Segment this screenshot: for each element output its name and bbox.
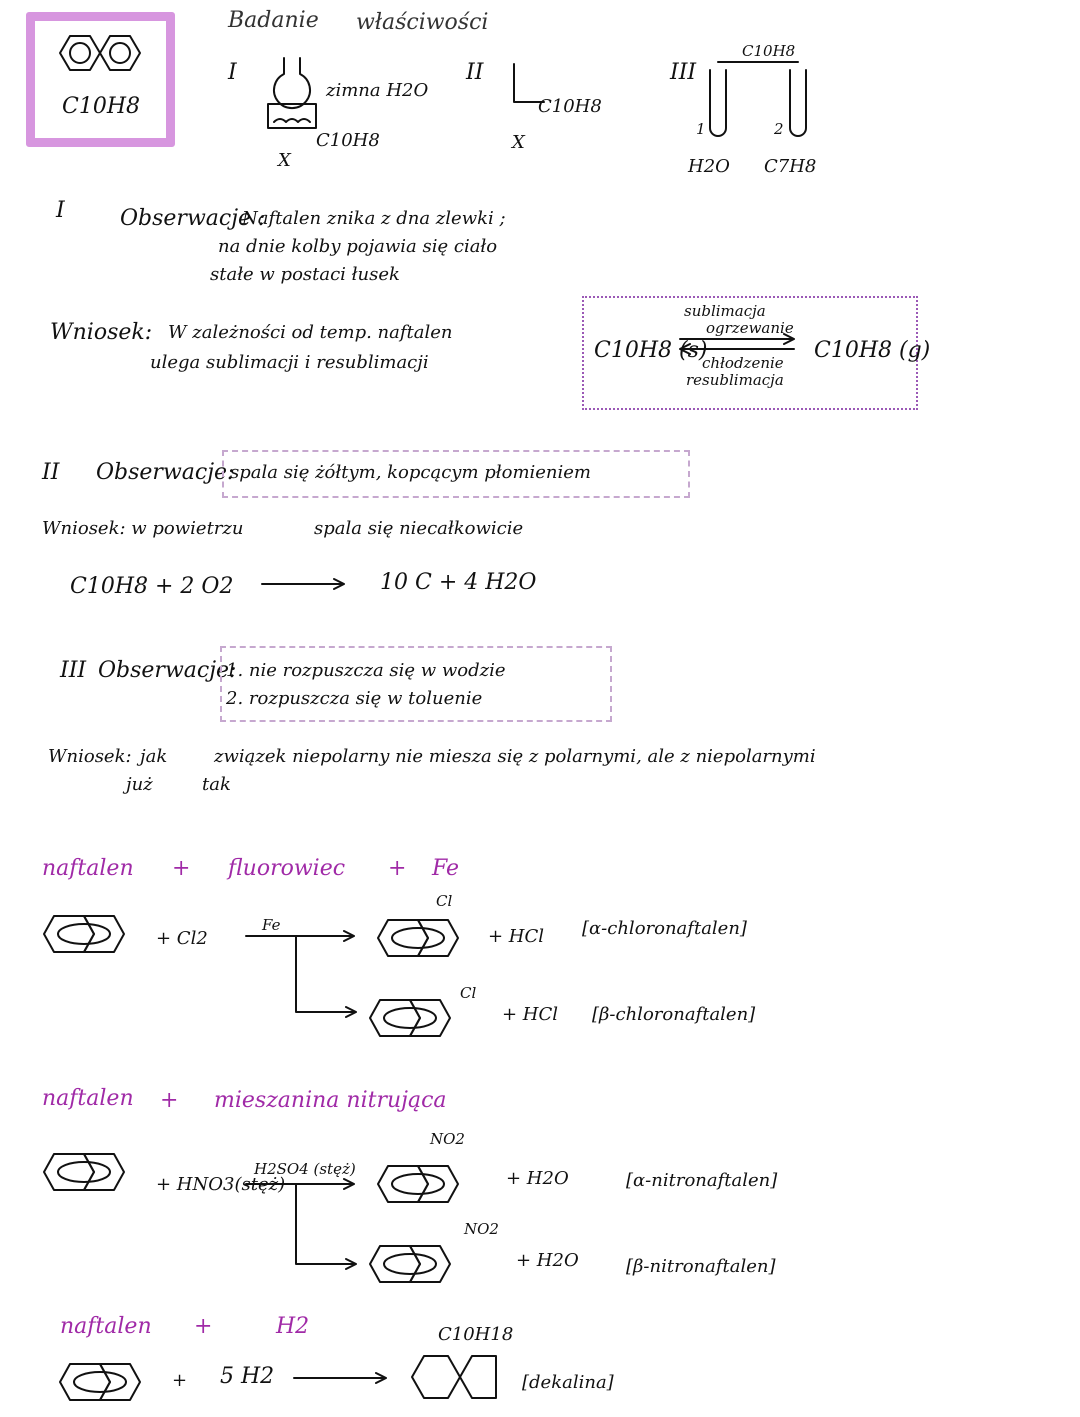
exp3-tube2-num: 2 [774,120,784,138]
exp1-label: I [228,60,237,85]
naphthalene-icon [42,912,126,956]
naphthalene-icon [368,1242,452,1286]
reaction2-plus: + [160,1088,179,1113]
naphthalene-icon [42,1150,126,1194]
naphthalene-icon [376,916,460,960]
exp1-water: zimna H2O [326,80,429,101]
sublimation-eq-top1: sublimacja [684,302,766,320]
section2-concl-label: Wniosek: w powietrzu [42,518,244,539]
section1-obs-line2: na dnie kolby pojawia się ciało [218,236,498,257]
reaction1-prod2: + HCl [502,1004,559,1025]
reaction1-title-a: naftalen [42,856,134,881]
reaction2-sub2: NO2 [464,1220,499,1238]
sublimation-eq-bottom1: chłodzenie [702,354,784,372]
reaction1-sub1: Cl [436,892,453,910]
reaction3-product-formula: C10H18 [438,1324,514,1345]
sublimation-eq-bottom2: resublimacja [686,371,784,389]
reaction3-product-name: [dekalina] [522,1372,614,1393]
naphthalene-icon [58,1360,142,1404]
section3-obs-label: Obserwacje: [98,658,237,683]
exp2-substance: C10H8 [538,96,602,117]
page-title: Badanie [228,8,319,33]
branch-arrow-icon [244,934,374,1020]
reaction1-catalyst: Fe [262,916,281,934]
reaction3-plus: + [194,1314,213,1339]
reaction1-plus2: + [388,856,407,881]
reaction1-reagent: + Cl2 [156,928,208,949]
reaction2-sub1: NO2 [430,1130,465,1148]
section2-eq-right: 10 C + 4 H2O [380,570,537,595]
section3-concl-line1b: związek niepolarny nie miesza się z polarnymi, ale z niepolarnymi [214,746,816,767]
reaction1-plus: + [172,856,191,881]
page-title-2: właściwości [356,10,489,35]
section2-label: II [42,460,60,485]
sublimation-eq-left: C10H8 (s) [594,338,708,363]
section2-obs-text: spala się żółtym, kopcącym płomieniem [230,462,592,483]
exp1-substance: C10H8 [316,130,380,151]
reaction2-catalyst: H2SO4 (stęż) [254,1160,356,1178]
reaction2-prod2: + H2O [516,1250,579,1271]
section1-concl-label: Wniosek: [50,320,153,345]
exp3-tube2-label: C7H8 [764,156,817,177]
section1-obs-line1: Naftalen znika z dna zlewki ; [242,208,506,229]
reaction1-sub2: Cl [460,984,477,1002]
naphthalene-icon [368,996,452,1040]
section1-obs-label: Obserwacje : [120,206,266,231]
exp3-tube1-num: 1 [696,120,706,138]
reaction1-title-c: Fe [432,856,460,881]
section3-concl-line1a: jak [140,746,168,767]
branch-arrow-icon [244,1182,374,1270]
exp2-label: II [466,60,484,85]
reaction3-reagent: + [172,1370,188,1391]
section2-obs-label: Obserwacje: [96,460,235,485]
exp1-heat-mark: X [278,150,291,171]
section1-concl-line1: W zależności od temp. naftalen [168,322,453,343]
section1-label: I [56,198,65,223]
section3-obs-line2: 2. rozpuszcza się w toluenie [226,688,483,709]
reaction3-title-b: H2 [276,1314,310,1339]
reaction1-prod1-name: [α-chloronaftalen] [582,918,747,939]
section3-concl-line2b: tak [202,774,231,795]
reaction3-title-a: naftalen [60,1314,152,1339]
reaction2-prod1: + H2O [506,1168,569,1189]
test-tubes-icon [700,58,820,158]
section3-obs-box [220,646,612,722]
section3-label: III [60,658,87,683]
section1-obs-line3: stałe w postaci łusek [210,264,400,285]
sublimation-eq-top2: ogrzewanie [706,319,794,337]
sublimation-eq-right: C10H8 (g) [814,338,931,363]
decalin-structure-icon [410,1352,500,1402]
reaction1-prod2-name: [β-chloronaftalen] [592,1004,756,1025]
reaction-arrow-icon [292,1372,392,1384]
formula-box-text: C10H8 [62,94,141,119]
reaction1-title-b: fluorowiec [228,856,346,881]
equilibrium-arrows-icon [676,334,802,354]
exp3-label: III [670,60,697,85]
reaction-arrow-icon [260,578,350,590]
exp3-tube1-label: H2O [688,156,730,177]
reaction3-reagent2: 5 H2 [220,1364,275,1389]
naphthalene-icon [376,1162,460,1206]
section1-concl-line2: ulega sublimacji i resublimacji [150,352,429,373]
reaction1-prod1: + HCl [488,926,545,947]
exp2-heat-mark: X [512,132,525,153]
reaction2-reagent: + HNO3(stęż) [156,1174,286,1195]
reaction2-prod2-name: [β-nitronaftalen] [626,1256,776,1277]
section2-concl-text: spala się niecałkowicie [314,518,524,539]
reaction2-title-b: mieszanina nitrująca [214,1088,447,1113]
section3-concl-line2a: już [126,774,153,795]
naphthalene-structure-header [50,28,160,78]
section2-eq-left: C10H8 + 2 O2 [70,574,234,599]
reaction2-prod1-name: [α-nitronaftalen] [626,1170,778,1191]
reaction2-title-a: naftalen [42,1086,134,1111]
section3-concl-label: Wniosek: [48,746,132,767]
section3-obs-line1: 1. nie rozpuszcza się w wodzie [226,660,506,681]
exp3-top-substance: C10H8 [742,42,796,60]
